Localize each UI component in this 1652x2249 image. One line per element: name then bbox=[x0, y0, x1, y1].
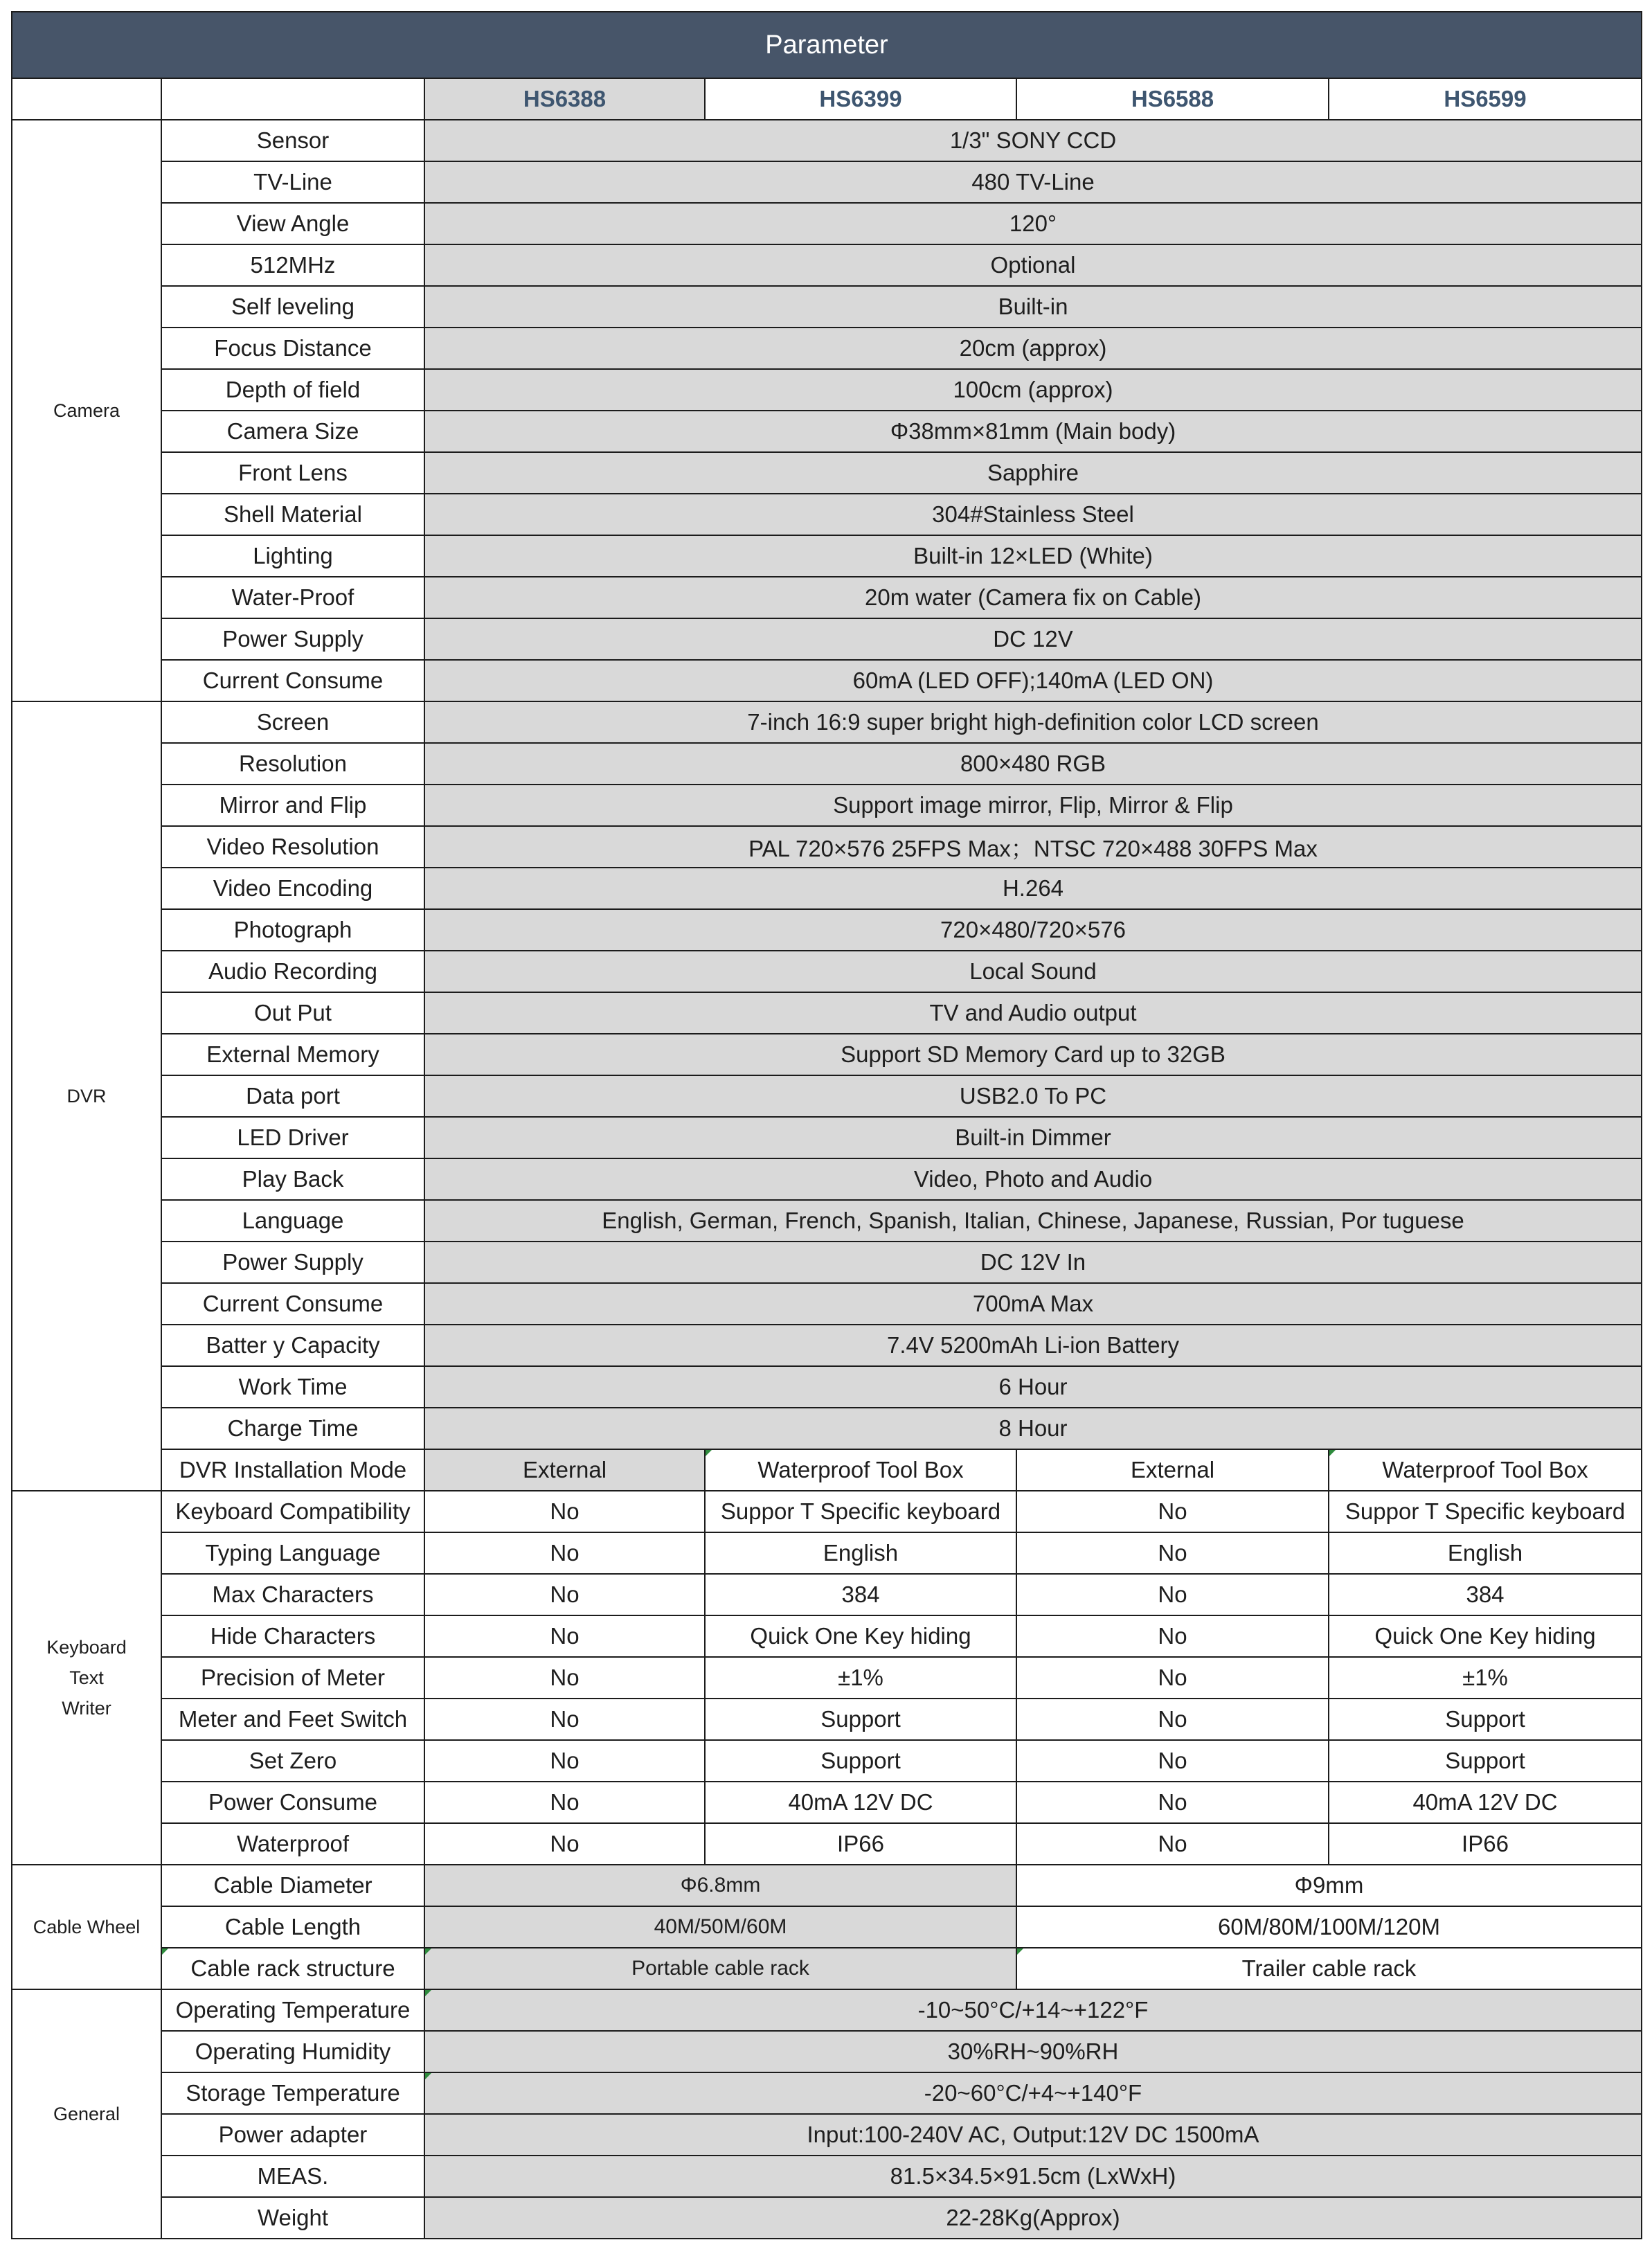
dvr-param-label: Out Put bbox=[161, 992, 424, 1034]
keyboard-param-value: Suppor T Specific keyboard bbox=[1329, 1491, 1642, 1532]
dvr-param-value: DC 12V In bbox=[424, 1242, 1642, 1283]
keyboard-param-value: No bbox=[424, 1532, 705, 1574]
dvr-param-label: Audio Recording bbox=[161, 951, 424, 992]
table-row bbox=[12, 1657, 1642, 1699]
table-row bbox=[12, 1449, 1642, 1491]
dvr-param-label: Charge Time bbox=[161, 1408, 424, 1449]
general-param-value: Input:100-240V AC, Output:12V DC 1500mA bbox=[424, 2114, 1642, 2156]
cable-param-label: Cable Diameter bbox=[161, 1865, 424, 1906]
keyboard-param-value: No bbox=[424, 1615, 705, 1657]
dvr-param-label: LED Driver bbox=[161, 1117, 424, 1158]
keyboard-param-value: Quick One Key hiding bbox=[705, 1615, 1016, 1657]
dvr-param-value: English, German, French, Spanish, Italian, Chinese, Japanese, Russian, Por tuguese bbox=[424, 1200, 1642, 1242]
table-row bbox=[12, 826, 1642, 868]
table-row bbox=[12, 868, 1642, 909]
camera-param-label: Power Supply bbox=[161, 618, 424, 660]
camera-param-value: Optional bbox=[424, 244, 1642, 286]
dvr-param-value: Built-in Dimmer bbox=[424, 1117, 1642, 1158]
category-line: Keyboard bbox=[46, 1637, 127, 1658]
cable-param-label: Cable rack structure bbox=[161, 1948, 424, 1989]
general-param-value: 30%RH~90%RH bbox=[424, 2031, 1642, 2072]
keyboard-param-value: No bbox=[424, 1491, 705, 1532]
keyboard-param-value: No bbox=[1016, 1574, 1329, 1615]
keyboard-param-label: Meter and Feet Switch bbox=[161, 1699, 424, 1740]
camera-param-value: Built-in bbox=[424, 286, 1642, 328]
dvr-param-label: Batter y Capacity bbox=[161, 1325, 424, 1366]
keyboard-param-value: IP66 bbox=[1329, 1823, 1642, 1865]
table-row bbox=[12, 2114, 1642, 2156]
table-row bbox=[12, 1865, 1642, 1906]
table-row bbox=[12, 161, 1642, 203]
table-row bbox=[12, 328, 1642, 369]
install-mode-value: Waterproof Tool Box bbox=[705, 1449, 1016, 1491]
empty-header-cell bbox=[161, 78, 424, 120]
camera-param-value: 120° bbox=[424, 203, 1642, 244]
table-row bbox=[12, 1574, 1642, 1615]
keyboard-param-value: IP66 bbox=[705, 1823, 1016, 1865]
general-param-value: 22-28Kg(Approx) bbox=[424, 2197, 1642, 2239]
table-row bbox=[12, 701, 1642, 743]
cable-param-label: Cable Length bbox=[161, 1906, 424, 1948]
keyboard-param-value: No bbox=[1016, 1532, 1329, 1574]
dvr-param-value: H.264 bbox=[424, 868, 1642, 909]
dvr-param-value: 7.4V 5200mAh Li-ion Battery bbox=[424, 1325, 1642, 1366]
cable-value-large: Φ9mm bbox=[1016, 1865, 1642, 1906]
keyboard-param-value: No bbox=[1016, 1491, 1329, 1532]
table-row bbox=[12, 1408, 1642, 1449]
model-header-hs6588: HS6588 bbox=[1016, 78, 1329, 120]
camera-param-label: Depth of field bbox=[161, 369, 424, 411]
keyboard-param-value: Suppor T Specific keyboard bbox=[705, 1491, 1016, 1532]
cable-value-small: Φ6.8mm bbox=[424, 1865, 1016, 1906]
keyboard-param-value: Support bbox=[1329, 1699, 1642, 1740]
table-row bbox=[12, 120, 1642, 161]
camera-param-value: Built-in 12×LED (White) bbox=[424, 535, 1642, 577]
camera-param-value: 20m water (Camera fix on Cable) bbox=[424, 577, 1642, 618]
dvr-param-label: Video Resolution bbox=[161, 826, 424, 868]
dvr-param-label: Resolution bbox=[161, 743, 424, 785]
dvr-param-label: Video Encoding bbox=[161, 868, 424, 909]
table-row bbox=[12, 909, 1642, 951]
dvr-param-label: External Memory bbox=[161, 1034, 424, 1075]
table-row bbox=[12, 1823, 1642, 1865]
table-row bbox=[12, 2072, 1642, 2114]
table-row bbox=[12, 411, 1642, 452]
camera-param-value: 480 TV-Line bbox=[424, 161, 1642, 203]
dvr-param-label: Work Time bbox=[161, 1366, 424, 1408]
table-row bbox=[12, 785, 1642, 826]
keyboard-param-label: Precision of Meter bbox=[161, 1657, 424, 1699]
table-row bbox=[12, 1491, 1642, 1532]
cable-value-large: 60M/80M/100M/120M bbox=[1016, 1906, 1642, 1948]
table-row bbox=[12, 535, 1642, 577]
general-param-label: Weight bbox=[161, 2197, 424, 2239]
model-header-hs6599: HS6599 bbox=[1329, 78, 1642, 120]
table-row bbox=[12, 1906, 1642, 1948]
general-param-value: 81.5×34.5×91.5cm (LxWxH) bbox=[424, 2156, 1642, 2197]
dvr-param-value: Local Sound bbox=[424, 951, 1642, 992]
dvr-param-value: 7-inch 16:9 super bright high-definition color LCD screen bbox=[424, 701, 1642, 743]
dvr-param-label: Current Consume bbox=[161, 1283, 424, 1325]
cable-value-small: 40M/50M/60M bbox=[424, 1906, 1016, 1948]
cable-value-small: Portable cable rack bbox=[424, 1948, 1016, 1989]
camera-param-label: Camera Size bbox=[161, 411, 424, 452]
camera-param-label: 512MHz bbox=[161, 244, 424, 286]
dvr-param-label: Data port bbox=[161, 1075, 424, 1117]
camera-param-label: Focus Distance bbox=[161, 328, 424, 369]
keyboard-param-value: No bbox=[1016, 1615, 1329, 1657]
table-row bbox=[12, 286, 1642, 328]
table-row bbox=[12, 1325, 1642, 1366]
general-category-label: General bbox=[12, 1989, 161, 2239]
camera-param-value: DC 12V bbox=[424, 618, 1642, 660]
table-row bbox=[12, 1034, 1642, 1075]
general-param-label: Storage Temperature bbox=[161, 2072, 424, 2114]
keyboard-param-value: No bbox=[424, 1574, 705, 1615]
general-param-label: Power adapter bbox=[161, 2114, 424, 2156]
camera-param-label: Shell Material bbox=[161, 494, 424, 535]
table-row bbox=[12, 2197, 1642, 2239]
dvr-param-label: Mirror and Flip bbox=[161, 785, 424, 826]
keyboard-param-value: No bbox=[1016, 1823, 1329, 1865]
keyboard-param-value: English bbox=[705, 1532, 1016, 1574]
camera-category-label: Camera bbox=[12, 120, 161, 701]
camera-param-value: 20cm (approx) bbox=[424, 328, 1642, 369]
table-row bbox=[12, 494, 1642, 535]
keyboard-param-value: No bbox=[1016, 1657, 1329, 1699]
table-row bbox=[12, 452, 1642, 494]
table-row bbox=[12, 1948, 1642, 1989]
install-mode-value: External bbox=[1016, 1449, 1329, 1491]
keyboard-param-value: No bbox=[424, 1657, 705, 1699]
dvr-param-value: 8 Hour bbox=[424, 1408, 1642, 1449]
keyboard-param-value: No bbox=[1016, 1699, 1329, 1740]
keyboard-param-value: No bbox=[424, 1823, 705, 1865]
table-row bbox=[12, 1532, 1642, 1574]
dvr-param-value: Support image mirror, Flip, Mirror & Flip bbox=[424, 785, 1642, 826]
table-row bbox=[12, 992, 1642, 1034]
model-header-hs6388: HS6388 bbox=[424, 78, 705, 120]
camera-param-label: View Angle bbox=[161, 203, 424, 244]
parameter-table bbox=[11, 11, 1642, 2239]
table-row bbox=[12, 1699, 1642, 1740]
general-param-value: -20~60°C/+4~+140°F bbox=[424, 2072, 1642, 2114]
table-row bbox=[12, 203, 1642, 244]
camera-param-label: Lighting bbox=[161, 535, 424, 577]
camera-param-value: 60mA (LED OFF);140mA (LED ON) bbox=[424, 660, 1642, 701]
camera-param-value: 1/3" SONY CCD bbox=[424, 120, 1642, 161]
table-row bbox=[12, 1158, 1642, 1200]
keyboard-param-value: Support bbox=[705, 1699, 1016, 1740]
camera-param-value: 100cm (approx) bbox=[424, 369, 1642, 411]
keyboard-param-label: Keyboard Compatibility bbox=[161, 1491, 424, 1532]
dvr-param-value: Video, Photo and Audio bbox=[424, 1158, 1642, 1200]
general-param-label: MEAS. bbox=[161, 2156, 424, 2197]
dvr-param-label: Screen bbox=[161, 701, 424, 743]
camera-param-label: Front Lens bbox=[161, 452, 424, 494]
keyboard-param-value: Quick One Key hiding bbox=[1329, 1615, 1642, 1657]
category-line: Writer bbox=[62, 1698, 111, 1719]
table-row bbox=[12, 951, 1642, 992]
table-row bbox=[12, 743, 1642, 785]
keyboard-param-value: No bbox=[1016, 1740, 1329, 1782]
table-row bbox=[12, 618, 1642, 660]
keyboard-param-value: No bbox=[1016, 1782, 1329, 1823]
general-param-value: -10~50°C/+14~+122°F bbox=[424, 1989, 1642, 2031]
dvr-param-label: Photograph bbox=[161, 909, 424, 951]
dvr-param-value: USB2.0 To PC bbox=[424, 1075, 1642, 1117]
table-row bbox=[12, 244, 1642, 286]
table-row bbox=[12, 2031, 1642, 2072]
keyboard-param-value: ±1% bbox=[1329, 1657, 1642, 1699]
camera-param-value: Φ38mm×81mm (Main body) bbox=[424, 411, 1642, 452]
empty-corner-cell bbox=[12, 78, 161, 120]
keyboard-param-label: Max Characters bbox=[161, 1574, 424, 1615]
table-row bbox=[12, 1117, 1642, 1158]
table-row bbox=[12, 1615, 1642, 1657]
keyboard-param-label: Set Zero bbox=[161, 1740, 424, 1782]
general-param-label: Operating Humidity bbox=[161, 2031, 424, 2072]
cable-value-large: Trailer cable rack bbox=[1016, 1948, 1642, 1989]
keyboard-category-label bbox=[12, 1491, 161, 1865]
dvr-param-value: 700mA Max bbox=[424, 1283, 1642, 1325]
table-row bbox=[12, 1075, 1642, 1117]
dvr-category-label: DVR bbox=[12, 701, 161, 1491]
keyboard-param-value: English bbox=[1329, 1532, 1642, 1574]
keyboard-param-value: ±1% bbox=[705, 1657, 1016, 1699]
keyboard-param-value: 384 bbox=[705, 1574, 1016, 1615]
table-row bbox=[12, 1740, 1642, 1782]
keyboard-param-value: Support bbox=[705, 1740, 1016, 1782]
keyboard-param-value: No bbox=[424, 1782, 705, 1823]
table-row bbox=[12, 577, 1642, 618]
camera-param-label: Current Consume bbox=[161, 660, 424, 701]
keyboard-param-label: Hide Characters bbox=[161, 1615, 424, 1657]
dvr-param-label: Power Supply bbox=[161, 1242, 424, 1283]
keyboard-param-value: 40mA 12V DC bbox=[705, 1782, 1016, 1823]
dvr-param-label: DVR Installation Mode bbox=[161, 1449, 424, 1491]
keyboard-param-value: Support bbox=[1329, 1740, 1642, 1782]
keyboard-param-label: Power Consume bbox=[161, 1782, 424, 1823]
dvr-param-value: Support SD Memory Card up to 32GB bbox=[424, 1034, 1642, 1075]
table-row bbox=[12, 1242, 1642, 1283]
camera-param-label: Water-Proof bbox=[161, 577, 424, 618]
table-row bbox=[12, 1782, 1642, 1823]
camera-param-value: Sapphire bbox=[424, 452, 1642, 494]
dvr-param-label: Language bbox=[161, 1200, 424, 1242]
install-mode-value: External bbox=[424, 1449, 705, 1491]
table-row bbox=[12, 369, 1642, 411]
dvr-param-value: PAL 720×576 25FPS Max；NTSC 720×488 30FPS Max bbox=[424, 826, 1642, 868]
camera-param-label: TV-Line bbox=[161, 161, 424, 203]
camera-param-label: Self leveling bbox=[161, 286, 424, 328]
keyboard-param-value: 40mA 12V DC bbox=[1329, 1782, 1642, 1823]
dvr-param-label: Play Back bbox=[161, 1158, 424, 1200]
dvr-param-value: TV and Audio output bbox=[424, 992, 1642, 1034]
keyboard-param-value: 384 bbox=[1329, 1574, 1642, 1615]
table-row bbox=[12, 660, 1642, 701]
camera-param-label: Sensor bbox=[161, 120, 424, 161]
keyboard-param-value: No bbox=[424, 1740, 705, 1782]
model-header-hs6399: HS6399 bbox=[705, 78, 1016, 120]
install-mode-value: Waterproof Tool Box bbox=[1329, 1449, 1642, 1491]
dvr-param-value: 800×480 RGB bbox=[424, 743, 1642, 785]
cable-category-label: Cable Wheel bbox=[12, 1865, 161, 1989]
category-line: Text bbox=[69, 1667, 104, 1688]
general-param-label: Operating Temperature bbox=[161, 1989, 424, 2031]
table-row bbox=[12, 1989, 1642, 2031]
keyboard-param-value: No bbox=[424, 1699, 705, 1740]
camera-param-value: 304#Stainless Steel bbox=[424, 494, 1642, 535]
table-row bbox=[12, 2156, 1642, 2197]
dvr-param-value: 6 Hour bbox=[424, 1366, 1642, 1408]
table-row bbox=[12, 1366, 1642, 1408]
table-row bbox=[12, 1283, 1642, 1325]
dvr-param-value: 720×480/720×576 bbox=[424, 909, 1642, 951]
table-row bbox=[12, 1200, 1642, 1242]
keyboard-param-label: Typing Language bbox=[161, 1532, 424, 1574]
table-title: Parameter bbox=[12, 12, 1642, 78]
keyboard-param-label: Waterproof bbox=[161, 1823, 424, 1865]
